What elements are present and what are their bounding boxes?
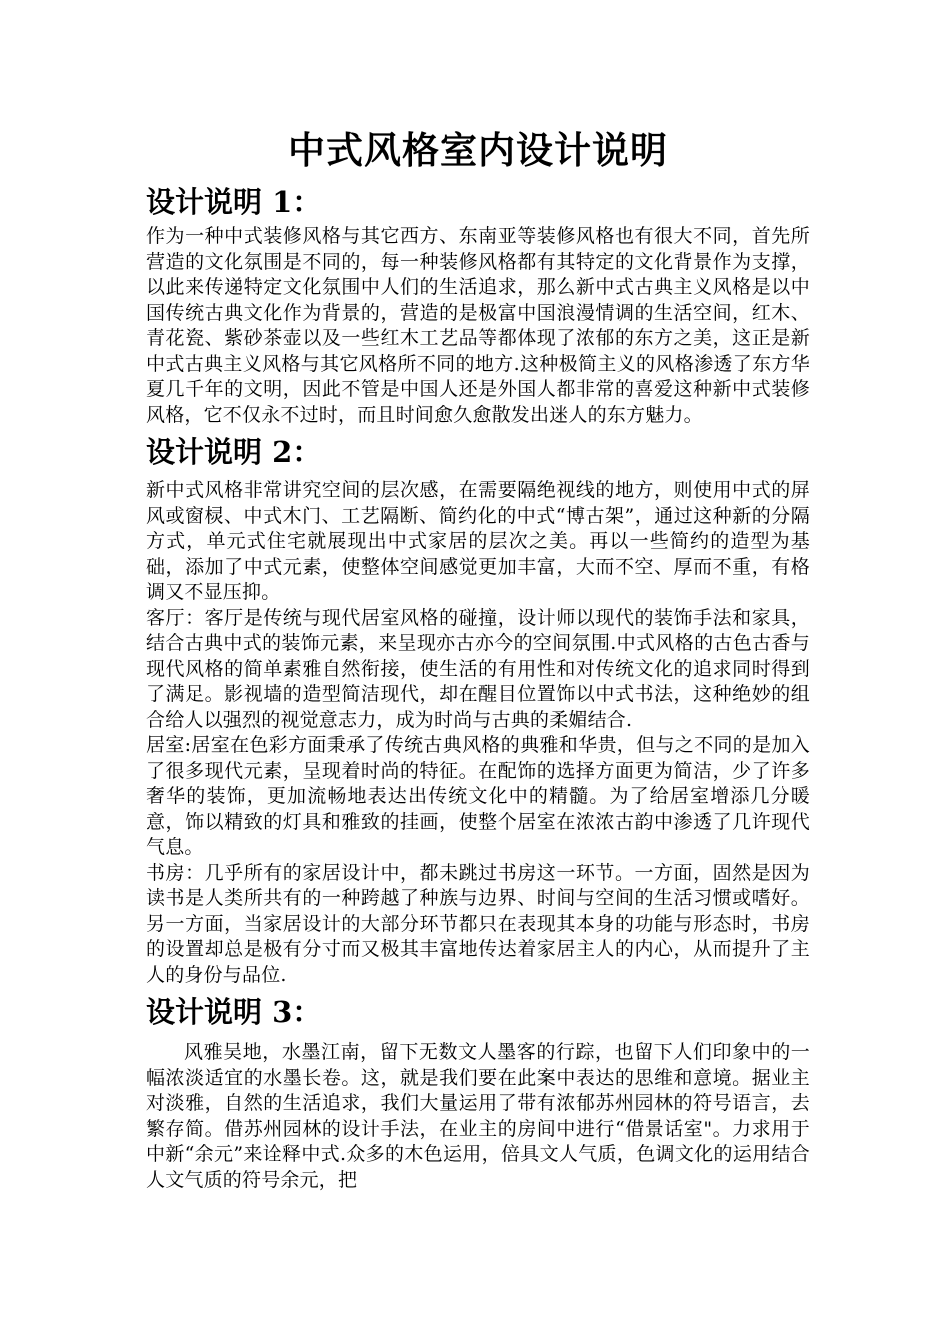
section-3-paragraph-1: 风雅吴地，水墨江南，留下无数文人墨客的行踪，也留下人们印象中的一幅浓淡适宜的水墨长卷。这，就是我们要在此案中表达的思维和意境。据业主对淡雅，自然的生活追求，我们大量运用了带有浓郁苏州园林的符号语言，去繁存简。借苏州园林的设计手法，在业主的房间中进行“借景话室"。力求用于中新“余元”来诠释中式.众多的木色运用，倍具文人气质，色调文化的运用结合人文气质的符号余元，把 xyxy=(146,1041,810,1191)
section-2-heading: 设计说明 2： xyxy=(146,435,322,469)
section-2-paragraph-living-room: 客厅：客厅是传统与现代居室风格的碰撞，设计师以现代的装饰手法和家具，结合古典中式的装饰元素，来呈现亦古亦今的空间氛围.中式风格的古色古香与现代风格的简单素雅自然衔接，使生活的有用性和对传统文化的追求同时得到了满足。影视墙的造型简洁现代，却在醒目位置饰以中式书法，这种绝妙的组合给人以强烈的视觉意志力，成为时尚与古典的柔媚结合. xyxy=(146,606,810,731)
section-2-paragraph-1: 新中式风格非常讲究空间的层次感，在需要隔绝视线的地方，则使用中式的屏风或窗棂、中式木门、工艺隔断、简约化的中式“博古架”，通过这种新的分隔方式，单元式住宅就展现出中式家居的层次之美。再以一些简约的造型为基础，添加了中式元素，使整体空间感觉更加丰富，大而不空、厚而不重，有格调又不显压抑。 xyxy=(146,479,810,603)
section-1-paragraph-1: 作为一种中式装修风格与其它西方、东南亚等装修风格也有很大不同，首先所营造的文化氛围是不同的，每一种装修风格都有其特定的文化背景作为支撑，以此来传递特定文化氛围中人们的生活追求，那么新中式古典主义风格是以中国传统古典文化作为背景的，营造的是极富中国浪漫情调的生活空间，红木、青花瓷、紫砂茶壶以及一些红木工艺品等都体现了浓郁的东方之美，这正是新中式古典主义风格与其它风格所不同的地方.这种极简主义的风格渗透了东方华夏几千年的文明，因此不管是中国人还是外国人都非常的喜爱这种新中式装修风格，它不仅永不过时，而且时间愈久愈散发出迷人的东方魅力。 xyxy=(146,225,810,426)
section-2-paragraph-study: 书房：几乎所有的家居设计中，都未跳过书房这一环节。一方面，固然是因为读书是人类所共有的一种跨越了种族与边界、时间与空间的生活习惯或嗜好。另一方面，当家居设计的大部分环节都只在表现其本身的功能与形态时，书房的设置却总是极有分寸而又极其丰富地传达着家居主人的内心，从而提升了主人的身份与品位. xyxy=(146,861,810,986)
document-title: 中式风格室内设计说明 xyxy=(288,128,668,172)
document-page xyxy=(146,122,810,1193)
section-3-heading: 设计说明 3： xyxy=(146,995,322,1029)
section-2-paragraph-bedroom: 居室:居室在色彩方面秉承了传统古典风格的典雅和华贵，但与之不同的是加入了很多现代元素，呈现着时尚的特征。在配饰的选择方面更为简洁，少了许多奢华的装饰，更加流畅地表达出传统文化中的精髓。为了给居室增添几分暖意，饰以精致的灯具和雅致的挂画，使整个居室在浓浓古韵中渗透了几许现代气息。 xyxy=(146,734,810,858)
section-1-heading: 设计说明 1： xyxy=(146,185,322,219)
